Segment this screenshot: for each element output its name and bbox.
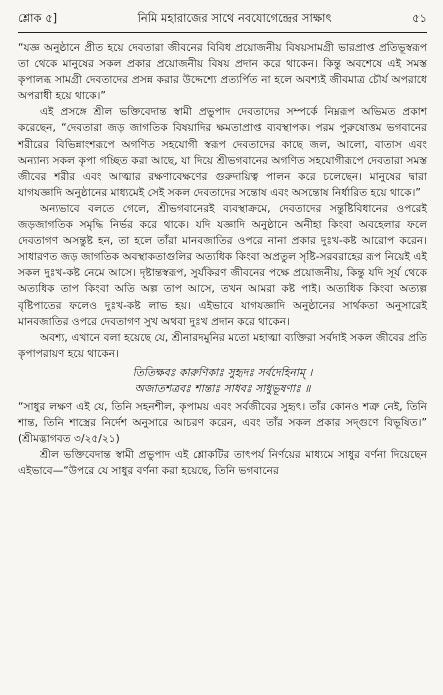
verse-reference: শ্লোক ৫] — [18, 11, 58, 25]
purport-paragraph: শ্রীল ভক্তিবেদান্ত স্বামী প্রভুপাদ এই শ্লোকটির তাৎপর্য নির্ণয়ের মাধ্যমে সাধুর বর্ণনা দিয়েছেন এইভাবে—“উপরে যে সাধুর বর্ণনা করা হয়েছে, তিনি ভগবানের — [18, 449, 427, 478]
page-body — [18, 40, 427, 479]
quote-paragraph: “যজ্ঞ অনুষ্ঠানে প্রীত হয়ে দেবতারা জীবনের বিবিধ প্রয়োজনীয় বিষয়সামগ্রী ভারপ্রাপ্ত প্রতিভূস্বরূপ তা থেকে মানুষের সকল প্রকার প্রয়োজনীয় বিষয় প্রদান করে থাকেন। কিন্তু অবশেষে এই সমস্ত কৃপালব্ধ সামগ্রী দেবতাদের প্রসন্ন করার উদ্দেশ্যে প্রত্যর্পিত না হলে অবশ্যই জীবমাত্র চৌর্য অপরাধে অপরাধী হয়ে থাকে।” — [18, 42, 427, 103]
verse-line: তিতিক্ষবঃ কারুণিকাঃ সুহৃদঃ সর্বদেহিনাম্ । — [132, 365, 313, 379]
purport-paragraph: অবশ্য, এখানে বলা হয়েছে যে, শ্রীনারদমুনির মতো মহাত্মা ব্যক্তিরা সর্বদাই সকল জীবের প্রতি কৃপাপরায়ণ হয়ে থাকেন। — [18, 331, 427, 360]
purport-paragraph: এই প্রসঙ্গে শ্রীল ভক্তিবেদান্ত স্বামী প্রভুপাদ দেবতাদের সম্পর্কে নিম্নরূপ অভিমত প্রকাশ করেছেন, “দেবতারা জড় জাগতিক বিষয়াদির ক্ষমতাপ্রাপ্ত ব্যবস্থাপক। পরম পুরুষোত্তম ভগবানের শরীরের বিভিন্নাংশরূপে অগণিত সহযোগী স্বরূপ দেবতাদের কাছে জল, আলো, বাতাস এবং অন্যান্য সকল কৃপা গচ্ছিত করা আছে, যা দিয়ে শ্রীভগবানের অগণিত সহযোগীরূপে দেবতারা সমস্ত জীবের শরীর এবং আত্মার রক্ষণাবেক্ষণের গুরুদায়িত্ব পালন করে চলেছেন। মানুষের দ্বারা যাগযজ্ঞাদি অনুষ্ঠানের মাধ্যমেই সেই সকল দেবতাদের সন্তোষ এবং অসন্তোষ নির্ধারিত হয়ে থাকে।” — [18, 106, 427, 199]
sanskrit-verse — [18, 365, 427, 398]
chapter-title: নিমি মহারাজের সাথে নবযোগেন্দ্রের সাক্ষাৎ — [137, 11, 332, 25]
verse-line: অজাতশত্রবঃ শান্তাঃ সাধবঃ সাধুভূষণাঃ ॥ — [134, 382, 311, 396]
translation-paragraph: “সাধুর লক্ষণ এই যে, তিনি সহনশীল, কৃপাময় এবং সর্বজীবের সুহৃৎ। তাঁর কোনও শত্রু নেই, তিনি শান্ত, তিনি শাস্ত্রের নির্দেশ অনুসারে আচরণ করেন, এবং তাঁর সকল প্রকার সদ্গুণে বিভূষিত।” (শ্রীমদ্ভাগবত ৩/২৫/২১) — [18, 400, 427, 446]
page-number: ৫১ — [412, 11, 427, 25]
page-header — [18, 10, 427, 33]
purport-paragraph: অন্যভাবে বলতে গেলে, শ্রীভগবানেরই ব্যবস্থাক্রমে, দেবতাদের সন্তুষ্টিবিধানের ওপরেই জড়জাগতিক সমৃদ্ধি নির্ভর করে থাকে। যদি যজ্ঞাদি অনুষ্ঠানে অনীহা কিংবা অবহেলার ফলে দেবতাগণ অসন্তুষ্ট হন, তা হলে তাঁরা মানবজাতির ওপরে নানা প্রকার দুঃখ-কষ্ট আরোপ করেন। সাধারণত জড় জাগতিক অবস্থাকতাগুলির অত্যধিক কিংবা অপ্রতুল সৃষ্টি-সরবরাহের রূপ নিয়েই এই সকল দুঃখ-কষ্ট নেমে আসে। দৃষ্টান্তস্বরূপ, সুর্যকিরণ জীবনের পক্ষে প্রয়োজনীয়, কিন্তু যদি সূর্য থেকে অত্যধিক তাপ কিংবা অতি অল্প তাপ আসে, তখন আমরা কষ্ট পাই। অত্যধিক কিংবা অত্যল্প বৃষ্টিপাতের ফলেও দুঃখ-কষ্ট লাভ হয়। এইভাবে যাগযজ্ঞাদি অনুষ্ঠানের সার্থকতা অনুসারেই মানবজাতির ওপরে দেবতাগণ সুখ অথবা দুঃখ প্রদান করে থাকেন। — [18, 202, 427, 328]
